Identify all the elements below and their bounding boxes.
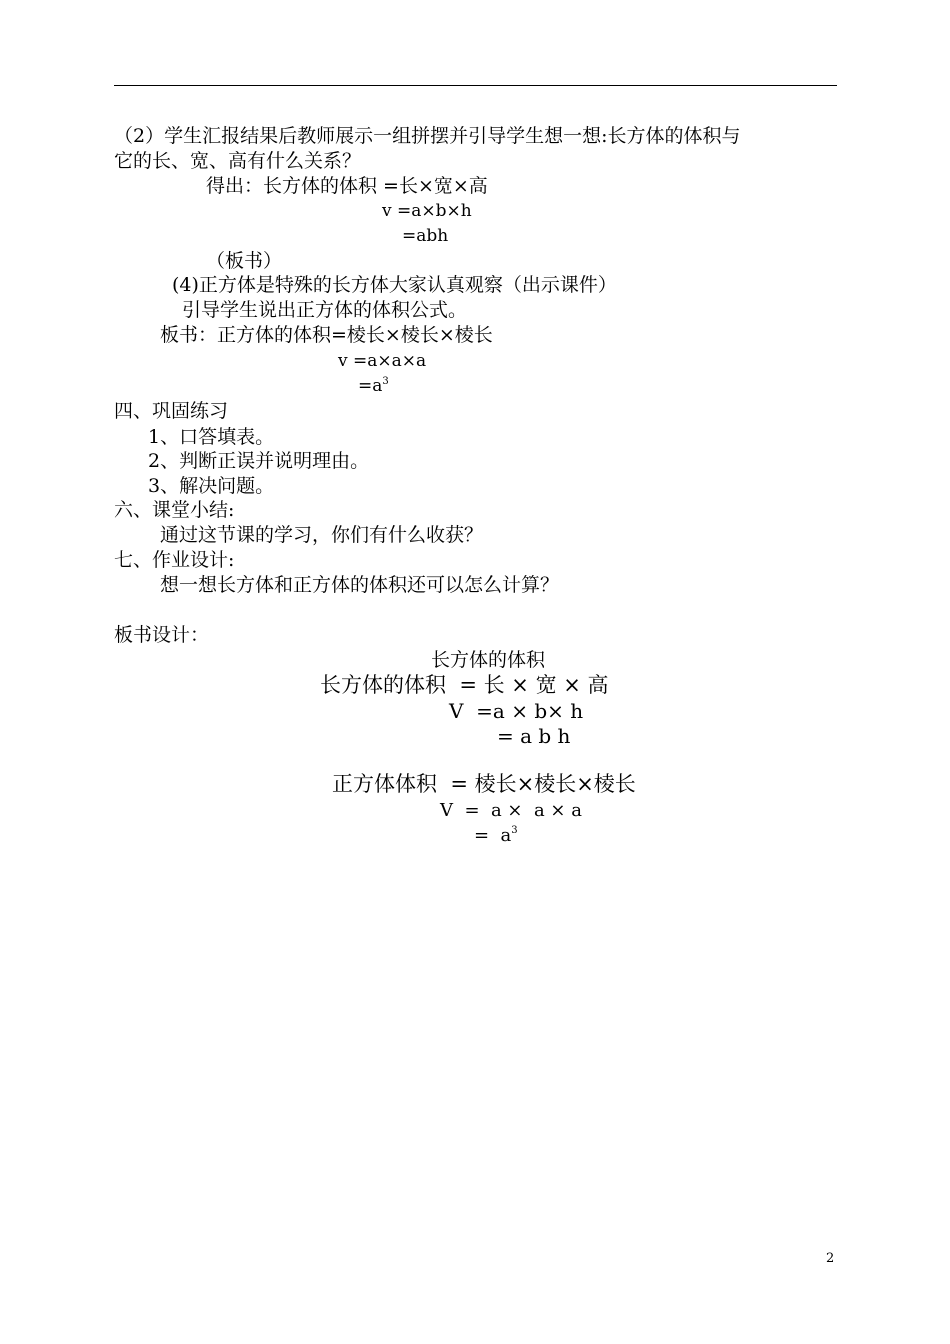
text-line: 它的长、宽、高有什么关系？: [114, 150, 362, 172]
list-item: 3、解决问题。: [148, 475, 275, 497]
page-number: 2: [826, 1251, 835, 1266]
board-formula: 正方体体积 = 棱长×棱长×棱长: [332, 772, 636, 796]
formula-line: v =a×b×h: [382, 201, 472, 221]
text-line: 引导学生说出正方体的体积公式。: [182, 299, 468, 321]
superscript: 3: [511, 825, 518, 836]
text-line: 想一想长方体和正方体的体积还可以怎么计算？: [160, 574, 560, 596]
text-line: (4)正方体是特殊的长方体大家认真观察（出示课件）: [172, 274, 617, 296]
section-heading: 七、作业设计:: [114, 549, 235, 571]
section-heading: 板书设计：: [114, 624, 210, 646]
header-rule: [114, 85, 837, 86]
text-line: （2）学生汇报结果后教师展示一组拼摆并引导学生想一想:长方体的体积与: [114, 125, 741, 147]
board-formula: V = a × a × a: [440, 800, 582, 821]
text-line: 通过这节课的学习，你们有什么收获？: [160, 524, 484, 546]
board-formula: = a b h: [497, 724, 571, 748]
formula-line: v =a×a×a: [338, 351, 427, 371]
superscript: 3: [382, 376, 389, 387]
board-formula: V =a × b× h: [449, 699, 584, 723]
list-item: 2、判断正误并说明理由。: [148, 450, 370, 472]
board-formula: 长方体的体积 = 长 × 宽 × 高: [320, 673, 609, 697]
text-line: （板书）: [206, 250, 283, 272]
section-heading: 六、课堂小结:: [114, 499, 235, 521]
board-title: 长方体的体积: [431, 649, 546, 671]
text-line: 板书：正方体的体积=棱长×棱长×棱长: [160, 324, 493, 346]
formula-line: =abh: [402, 226, 449, 246]
text-line: 得出：长方体的体积 =长×宽×高: [206, 175, 488, 197]
board-formula: = $a^3$: [474, 825, 518, 846]
list-item: 1、口答填表。: [148, 426, 275, 448]
formula-line: $=a^3$: [358, 376, 389, 396]
section-heading: 四、巩固练习: [114, 400, 229, 422]
